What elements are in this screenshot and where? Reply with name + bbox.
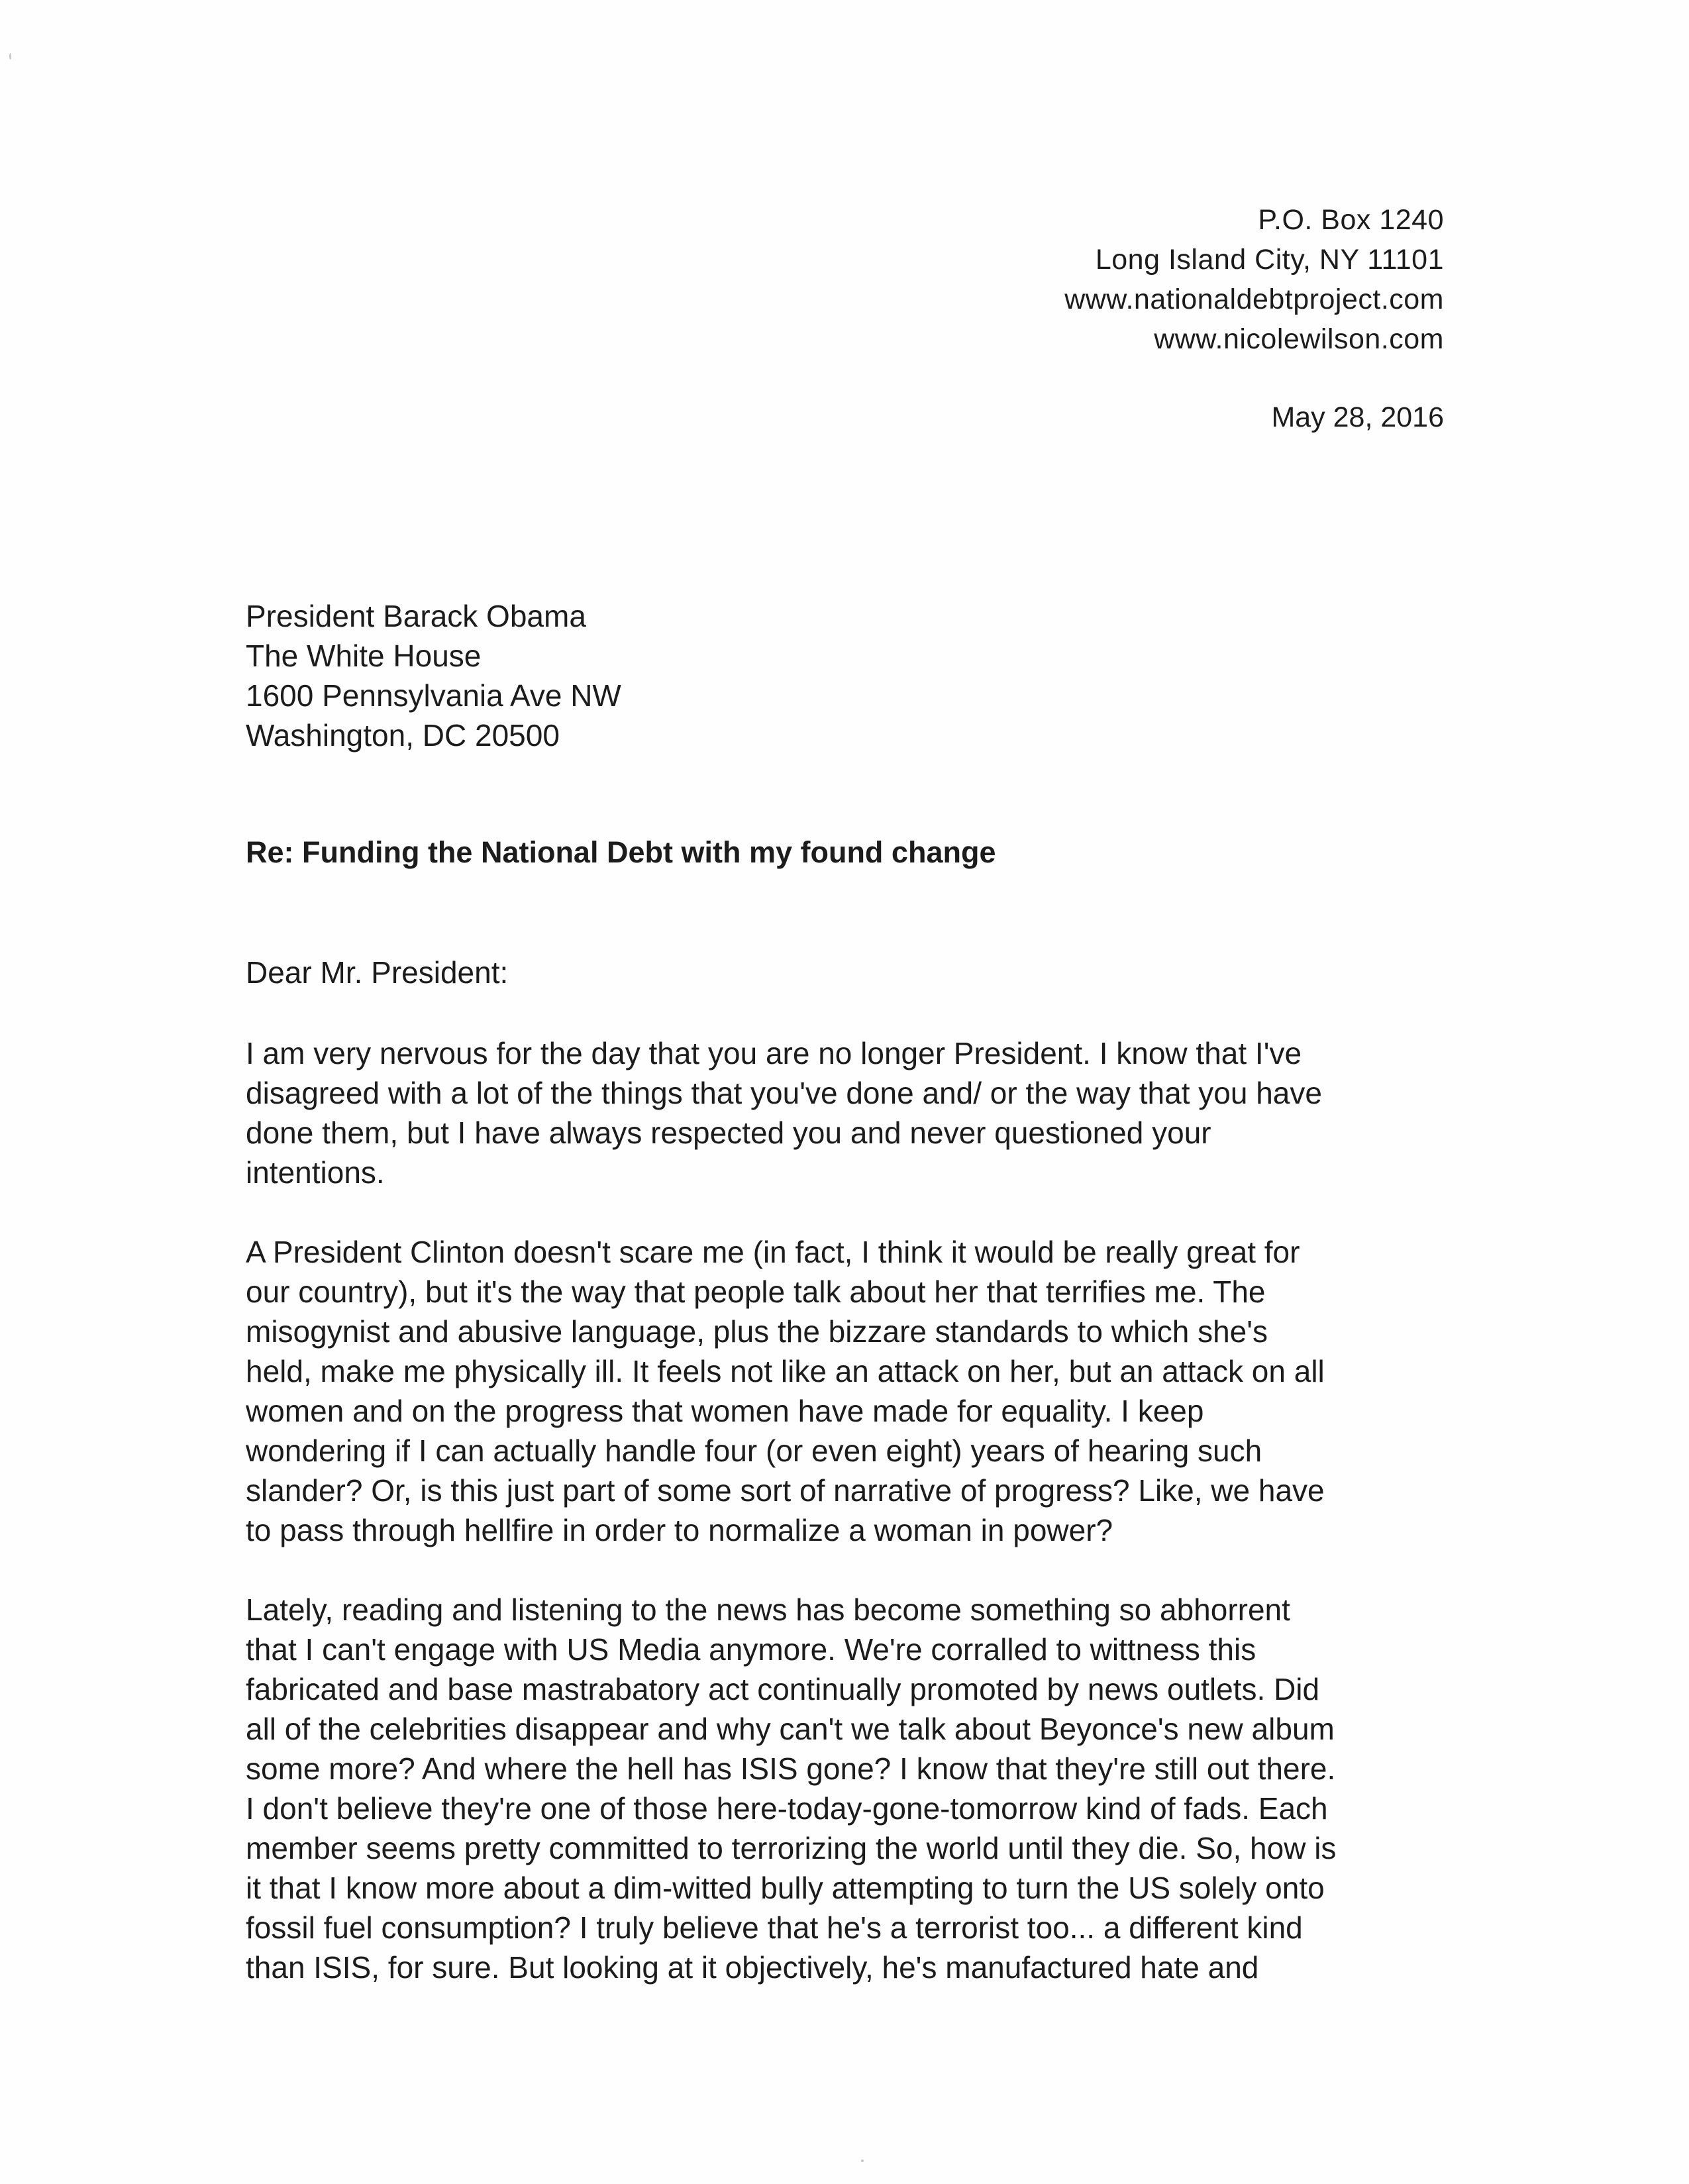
paragraph-line: than ISIS, for sure. But looking at it objectively, he's manufactured hate and (246, 1950, 1259, 1985)
paragraph-line: all of the celebrities disappear and why can't we talk about Beyonce's new album (246, 1712, 1335, 1746)
sender-po-box: P.O. Box 1240 (1258, 204, 1444, 236)
scan-speck (861, 2159, 864, 2162)
sender-address-block (1064, 200, 1444, 359)
subject-line: Re: Funding the National Debt with my found change (246, 835, 996, 869)
paragraph-line: Lately, reading and listening to the news has become something so abhorrent (246, 1592, 1290, 1627)
paragraph-line: fossil fuel consumption? I truly believe that he's a terrorist too... a different kind (246, 1910, 1303, 1945)
paragraph-line: member seems pretty committed to terrorizing the world until they die. So, how is (246, 1831, 1337, 1865)
paragraph-line: it that I know more about a dim-witted bully attempting to turn the US solely onto (246, 1871, 1325, 1905)
recipient-city: Washington, DC 20500 (246, 718, 560, 753)
sender-city-line: Long Island City, NY 11101 (1095, 244, 1444, 276)
sender-website-1: www.nationaldebtproject.com (1064, 284, 1444, 315)
body-paragraph (246, 1232, 1445, 1550)
recipient-address-block (246, 596, 621, 755)
paragraph-line: held, make me physically ill. It feels not like an attack on her, but an attack on all (246, 1354, 1325, 1388)
paragraph-line: our country), but it's the way that people talk about her that terrifies me. The (246, 1274, 1266, 1309)
scan-speck (9, 53, 11, 60)
recipient-name: President Barack Obama (246, 599, 586, 633)
body-paragraph (246, 1590, 1445, 1987)
paragraph-line: that I can't engage with US Media anymore. We're corralled to wittness this (246, 1632, 1256, 1667)
body-paragraph (246, 1033, 1445, 1192)
paragraph-line: done them, but I have always respected you and never questioned your (246, 1116, 1211, 1150)
salutation: Dear Mr. President: (246, 955, 509, 990)
recipient-org: The White House (246, 639, 482, 673)
paragraph-line: I am very nervous for the day that you are no longer President. I know that I've (246, 1036, 1302, 1070)
paragraph-line: A President Clinton doesn't scare me (in fact, I think it would be really great for (246, 1235, 1300, 1269)
paragraph-line: intentions. (246, 1155, 385, 1190)
paragraph-line: fabricated and base mastrabatory act continually promoted by news outlets. Did (246, 1672, 1320, 1706)
recipient-street: 1600 Pennsylvania Ave NW (246, 678, 621, 713)
paragraph-line: slander? Or, is this just part of some sort of narrative of progress? Like, we have (246, 1473, 1325, 1508)
paragraph-line: women and on the progress that women have made for equality. I keep (246, 1394, 1204, 1428)
paragraph-line: disagreed with a lot of the things that you've done and/ or the way that you have (246, 1076, 1322, 1110)
paragraph-line: I don't believe they're one of those here-today-gone-tomorrow kind of fads. Each (246, 1791, 1328, 1826)
letter-body (246, 1033, 1445, 2027)
letter-date: May 28, 2016 (1271, 401, 1444, 433)
paragraph-line: misogynist and abusive language, plus the bizzare standards to which she's (246, 1314, 1268, 1349)
paragraph-line: some more? And where the hell has ISIS gone? I know that they're still out there. (246, 1751, 1336, 1786)
paragraph-line: wondering if I can actually handle four (or even eight) years of hearing such (246, 1433, 1262, 1468)
paragraph-line: to pass through hellfire in order to normalize a woman in power? (246, 1513, 1113, 1547)
sender-website-2: www.nicolewilson.com (1154, 323, 1444, 355)
